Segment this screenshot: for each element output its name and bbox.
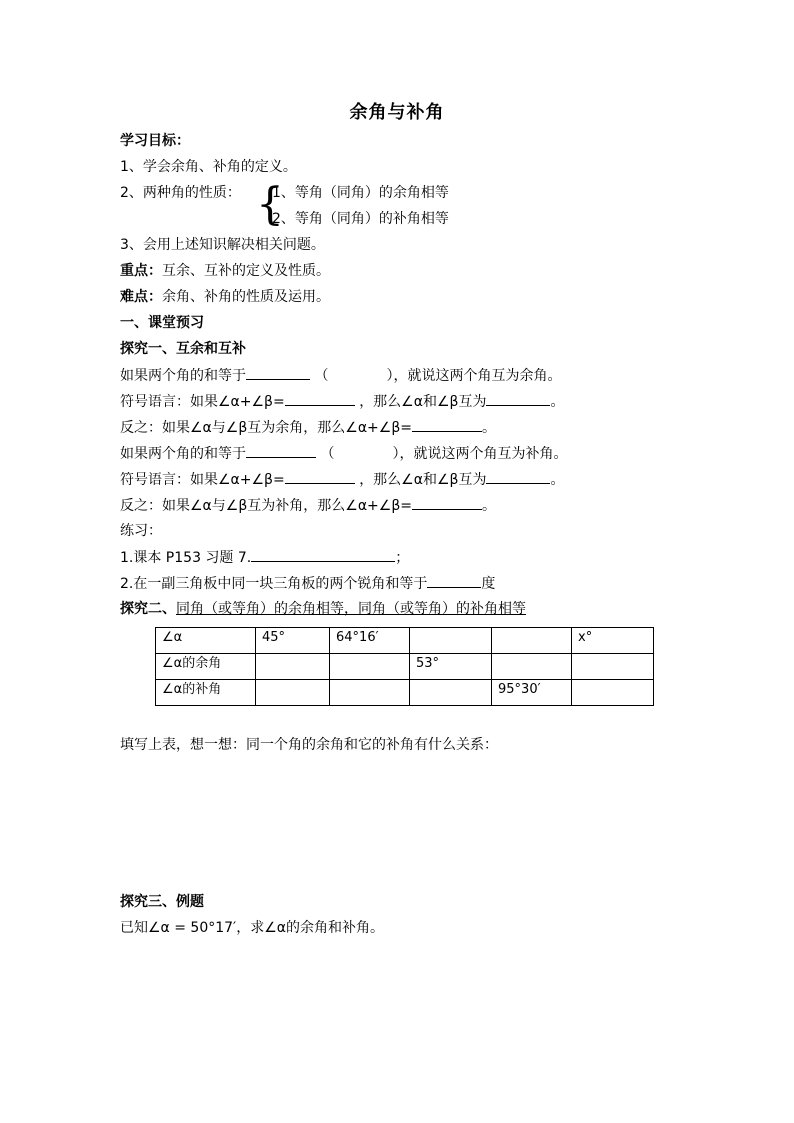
practice-q2 — [120, 573, 495, 594]
explore-2-heading — [120, 599, 526, 619]
difficult-point-label: 难点： — [120, 289, 162, 305]
difficult-point — [120, 287, 330, 307]
answer-blank[interactable] — [412, 495, 482, 510]
key-point-label: 重点： — [120, 263, 162, 279]
text-segment: 。 — [482, 420, 496, 436]
text-segment: ），就说这两个角互为余角。 — [386, 368, 562, 384]
table-cell[interactable] — [492, 654, 572, 680]
key-point-text: 互余、互补的定义及性质。 — [162, 263, 330, 279]
table-cell: x° — [572, 628, 654, 654]
explore-3-heading: 探究三、例题 — [120, 894, 204, 910]
key-point — [120, 261, 330, 281]
answer-blank[interactable] — [285, 469, 355, 484]
text-segment: 反之：如果∠α与∠β互为补角，那么∠α+∠β= — [120, 498, 412, 514]
fill-prompt: 填写上表，想一想：同一个角的余角和它的补角有什么关系： — [120, 737, 498, 753]
answer-blank[interactable] — [427, 573, 481, 588]
table-cell[interactable] — [572, 680, 654, 706]
text-segment: （ — [320, 446, 335, 462]
table-cell[interactable] — [330, 680, 410, 706]
table-cell[interactable] — [256, 654, 330, 680]
table-cell: ∠α的余角 — [156, 654, 256, 680]
objective-2b: 2、等角（同角）的补角相等 — [272, 211, 449, 227]
text-segment: 反之：如果∠α与∠β互为余角，那么∠α+∠β= — [120, 420, 412, 436]
explore-1-heading: 探究一、互余和互补 — [120, 341, 246, 357]
table-row — [156, 680, 654, 706]
answer-blank[interactable] — [285, 391, 355, 406]
table-cell[interactable] — [572, 654, 654, 680]
explore-1-line-6 — [120, 495, 496, 516]
text-segment: ； — [395, 550, 410, 566]
objective-1: 1、学会余角、补角的定义。 — [120, 159, 297, 175]
table-cell[interactable] — [330, 654, 410, 680]
answer-blank[interactable] — [251, 547, 395, 562]
text-segment: 1.课本 P153 习题 7. — [120, 550, 252, 566]
text-segment: 。 — [482, 498, 496, 514]
explore-1-line-4 — [120, 443, 567, 464]
table-cell: ∠α — [156, 628, 256, 654]
answer-blank[interactable] — [246, 443, 316, 458]
objective-3: 3、会用上述知识解决相关问题。 — [120, 237, 325, 253]
text-segment: ，那么∠α和∠β互为 — [359, 394, 487, 410]
explore-1-line-5 — [120, 469, 564, 490]
text-segment: 同角（或等角）的余角相等，同角（或等角）的补角相等 — [176, 601, 526, 617]
objective-2-prefix: 2、两种角的性质： — [120, 185, 241, 201]
text-segment: 如果两个角的和等于 — [120, 446, 246, 462]
table-cell[interactable] — [410, 680, 492, 706]
table-row — [156, 628, 654, 654]
example-problem: 已知∠α = 50°17′，求∠α的余角和补角。 — [120, 920, 384, 936]
section-1-heading: 一、课堂预习 — [120, 315, 204, 331]
text-segment: 度 — [481, 576, 496, 592]
table-cell[interactable] — [410, 628, 492, 654]
table-cell[interactable] — [256, 680, 330, 706]
text-segment: 符号语言：如果∠α+∠β= — [120, 472, 285, 488]
practice-heading: 练习： — [120, 523, 162, 539]
table-cell[interactable] — [492, 628, 572, 654]
page-title: 余角与补角 — [349, 102, 445, 123]
text-segment: 探究二、 — [120, 601, 176, 617]
difficult-point-text: 余角、补角的性质及运用。 — [162, 289, 330, 305]
objectives-heading: 学习目标： — [120, 133, 190, 149]
explore-1-line-2 — [120, 391, 564, 412]
text-segment: 如果两个角的和等于 — [120, 368, 246, 384]
table-cell: ∠α的补角 — [156, 680, 256, 706]
answer-blank[interactable] — [486, 391, 550, 406]
text-segment: 符号语言：如果∠α+∠β= — [120, 394, 285, 410]
answer-blank[interactable] — [246, 365, 310, 380]
table-cell: 64°16′ — [330, 628, 410, 654]
text-segment: ），就说这两个角互为补角。 — [392, 446, 568, 462]
table-row — [156, 654, 654, 680]
table-cell: 53° — [410, 654, 492, 680]
text-segment: 。 — [550, 472, 565, 488]
brace-symbol: { — [256, 179, 284, 230]
angle-table — [155, 627, 654, 706]
text-segment: 。 — [550, 394, 565, 410]
answer-blank[interactable] — [412, 417, 482, 432]
table-cell: 45° — [256, 628, 330, 654]
answer-blank[interactable] — [486, 469, 550, 484]
text-segment: （ — [314, 368, 329, 384]
text-segment: ，那么∠α和∠β互为 — [359, 472, 487, 488]
explore-1-line-3 — [120, 417, 496, 438]
table-cell: 95°30′ — [492, 680, 572, 706]
explore-1-line-1 — [120, 365, 561, 386]
objective-2a: 1、等角（同角）的余角相等 — [272, 185, 449, 201]
text-segment: 2.在一副三角板中同一块三角板的两个锐角和等于 — [120, 576, 428, 592]
practice-q1 — [120, 547, 409, 568]
